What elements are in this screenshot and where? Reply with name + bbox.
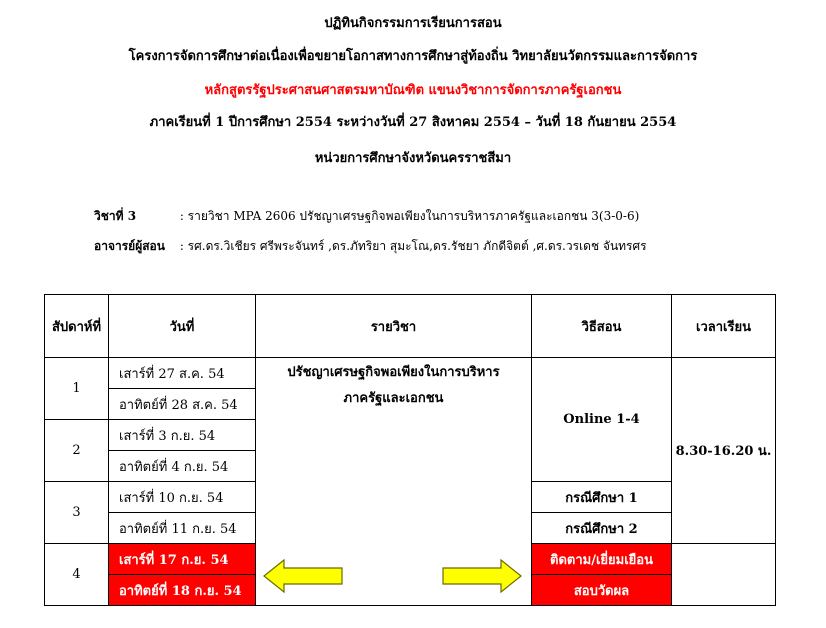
program-title: หลักสูตรรัฐประศาสนศาสตรมหาบัณฑิต แขนงวิชาการจัดการภาครัฐเอกชน [204,83,622,98]
teacher-value: : รศ.ดร.วิเชียร ศรีพระจันทร์ ,ดร.ภัทริยา สุมะโณ,ดร.รัชยา ภักดีจิตต์ ,ศ.ดร.วรเดช จันทรศร [179,239,647,253]
date-cell: เสาร์ที่ 10 ก.ย. 54 [109,482,256,513]
subject-row [94,207,639,226]
teacher-label: อาจารย์ผู้สอน [94,239,165,253]
arrow-right-icon [441,558,523,594]
schedule-table [44,294,776,606]
semester-line: ภาคเรียนที่ 1 ปีการศึกษา 2554 ระหว่างวันที่ 27 สิงหาคม 2554 – วันที่ 18 กันยายน 2554 [149,115,677,130]
arrow-left-icon [262,558,344,594]
header-method: วิธีสอน [532,295,672,358]
table-header-row [45,295,776,358]
time-cell-empty [672,544,776,606]
week-cell: 3 [45,482,109,544]
header-subject: รายวิชา [256,295,532,358]
subject-value: : รายวิชา MPA 2606 ปรัชญาเศรษฐกิจพอเพียงในการบริหารภาครัฐและเอกชน 3(3-0-6) [179,209,640,223]
method-cell: Online 1-4 [532,358,672,482]
date-cell: เสาร์ที่ 3 ก.ย. 54 [109,420,256,451]
date-cell: เสาร์ที่ 27 ส.ค. 54 [109,358,256,389]
method-cell: กรณีศึกษา 2 [532,513,672,544]
method-cell: กรณีศึกษา 1 [532,482,672,513]
date-cell-highlight: เสาร์ที่ 17 ก.ย. 54 [109,544,256,575]
date-cell: อาทิตย์ที่ 11 ก.ย. 54 [109,513,256,544]
week-cell: 4 [45,544,109,606]
date-cell-highlight: อาทิตย์ที่ 18 ก.ย. 54 [109,575,256,606]
table-row [45,358,776,389]
teacher-row [94,237,647,256]
calendar-title: ปฏิทินกิจกรรมการเรียนการสอน [324,16,502,31]
time-cell: 8.30-16.20 น. [672,358,776,544]
method-cell-highlight: สอบวัดผล [532,575,672,606]
subject-name-line2: ภาครัฐและเอกชน [343,391,444,406]
header-time: เวลาเรียน [672,295,776,358]
method-cell-highlight: ติดตาม/เยี่ยมเยือน [532,544,672,575]
week-cell: 2 [45,420,109,482]
study-center: หน่วยการศึกษาจังหวัดนครราชสีมา [314,151,512,166]
project-title: โครงการจัดการศึกษาต่อเนื่องเพื่อขยายโอกาสทางการศึกษาสู่ท้องถิ่น วิทยาลัยนวัตกรรมและการจัดการ [128,49,698,64]
date-cell: อาทิตย์ที่ 4 ก.ย. 54 [109,451,256,482]
header-date: วันที่ [109,295,256,358]
subject-label: วิชาที่ 3 [94,209,137,223]
week-cell: 1 [45,358,109,420]
subject-name-line1: ปรัชญาเศรษฐกิจพอเพียงในการบริหาร [287,365,500,380]
header-week: สัปดาห์ที่ [45,295,109,358]
date-cell: อาทิตย์ที่ 28 ส.ค. 54 [109,389,256,420]
